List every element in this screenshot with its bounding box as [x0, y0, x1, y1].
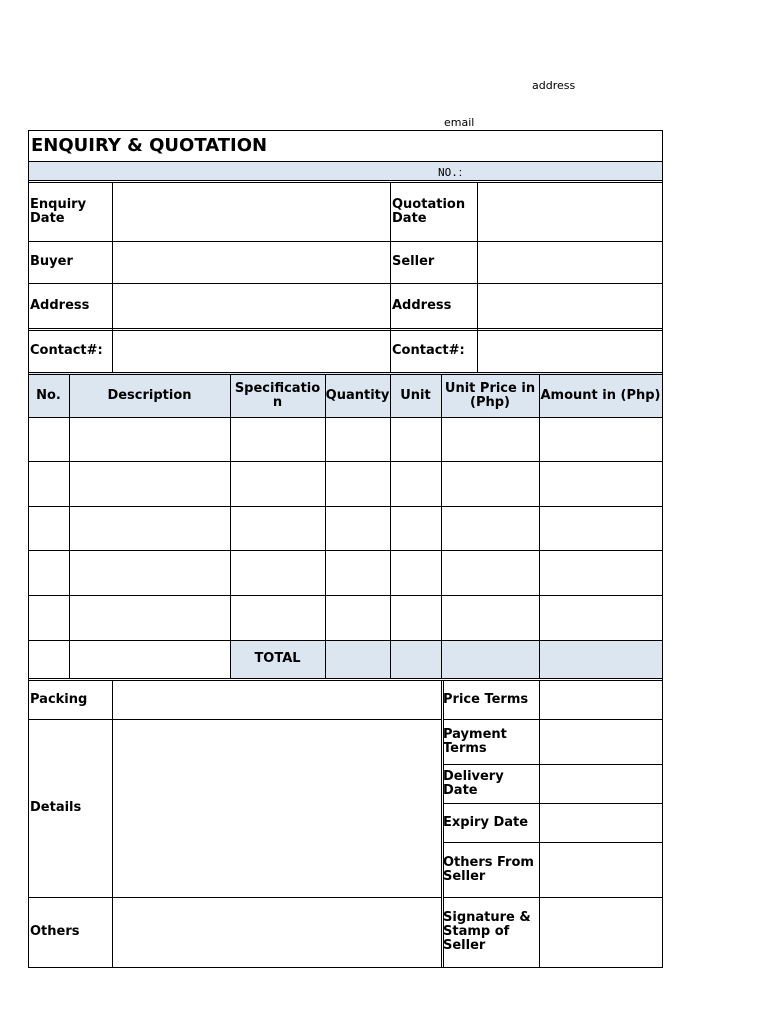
- divider: [28, 595, 662, 596]
- form-title: ENQUIRY & QUOTATION: [31, 135, 268, 156]
- column-header-unit-price: Unit Price in (Php): [444, 380, 536, 410]
- divider: [28, 180, 662, 181]
- delivery-date-label: Delivery Date: [443, 768, 504, 798]
- divider: [28, 241, 662, 242]
- signature-stamp-label: Signature & Stamp of Seller: [443, 910, 531, 953]
- divider: [325, 374, 326, 679]
- seller-address-label: Address: [392, 297, 452, 313]
- divider: [230, 374, 231, 679]
- column-header-no: No.: [36, 387, 61, 403]
- column-header-amount: Amount in (Php): [540, 387, 661, 403]
- buyer-address-label: Address: [30, 297, 90, 313]
- divider: [28, 640, 662, 641]
- header-email: email: [444, 116, 475, 129]
- seller-label: Seller: [392, 254, 435, 269]
- divider: [28, 330, 662, 331]
- divider: [28, 506, 662, 507]
- divider: [28, 461, 662, 462]
- column-header-unit: Unit: [400, 387, 431, 403]
- divider: [112, 182, 113, 373]
- divider: [28, 328, 662, 329]
- header-address: address: [532, 79, 576, 92]
- quotation-no-label: NO.：: [438, 166, 469, 179]
- column-header-specification: Specificatio n: [234, 380, 321, 410]
- others-from-seller-label: Others From Seller: [443, 854, 534, 884]
- seller-contact-label: Contact#:: [392, 343, 465, 358]
- expiry-date-label: Expiry Date: [443, 814, 529, 830]
- buyer-contact-label: Contact#:: [30, 343, 103, 358]
- divider: [28, 678, 662, 679]
- divider: [28, 680, 662, 681]
- enquiry-date-label: Enquiry Date: [30, 196, 87, 226]
- divider: [112, 680, 113, 967]
- divider: [28, 283, 662, 284]
- buyer-label: Buyer: [30, 254, 73, 269]
- others-label: Others: [30, 924, 80, 939]
- quotation-date-label: Quotation Date: [392, 196, 466, 226]
- total-label: TOTAL: [254, 651, 301, 666]
- column-header-description: Description: [107, 387, 192, 403]
- divider: [441, 374, 442, 679]
- divider: [539, 374, 540, 679]
- divider: [28, 417, 662, 418]
- divider: [69, 374, 70, 679]
- column-header-quantity: Quantity: [325, 387, 390, 403]
- divider: [390, 374, 391, 679]
- packing-label: Packing: [30, 691, 88, 707]
- divider: [28, 182, 662, 183]
- divider: [28, 161, 662, 162]
- divider: [477, 182, 478, 373]
- divider: [28, 372, 662, 373]
- details-label: Details: [30, 800, 82, 815]
- payment-terms-label: Payment Terms: [443, 726, 507, 756]
- divider: [28, 550, 662, 551]
- divider: [539, 680, 540, 967]
- price-terms-label: Price Terms: [443, 691, 529, 707]
